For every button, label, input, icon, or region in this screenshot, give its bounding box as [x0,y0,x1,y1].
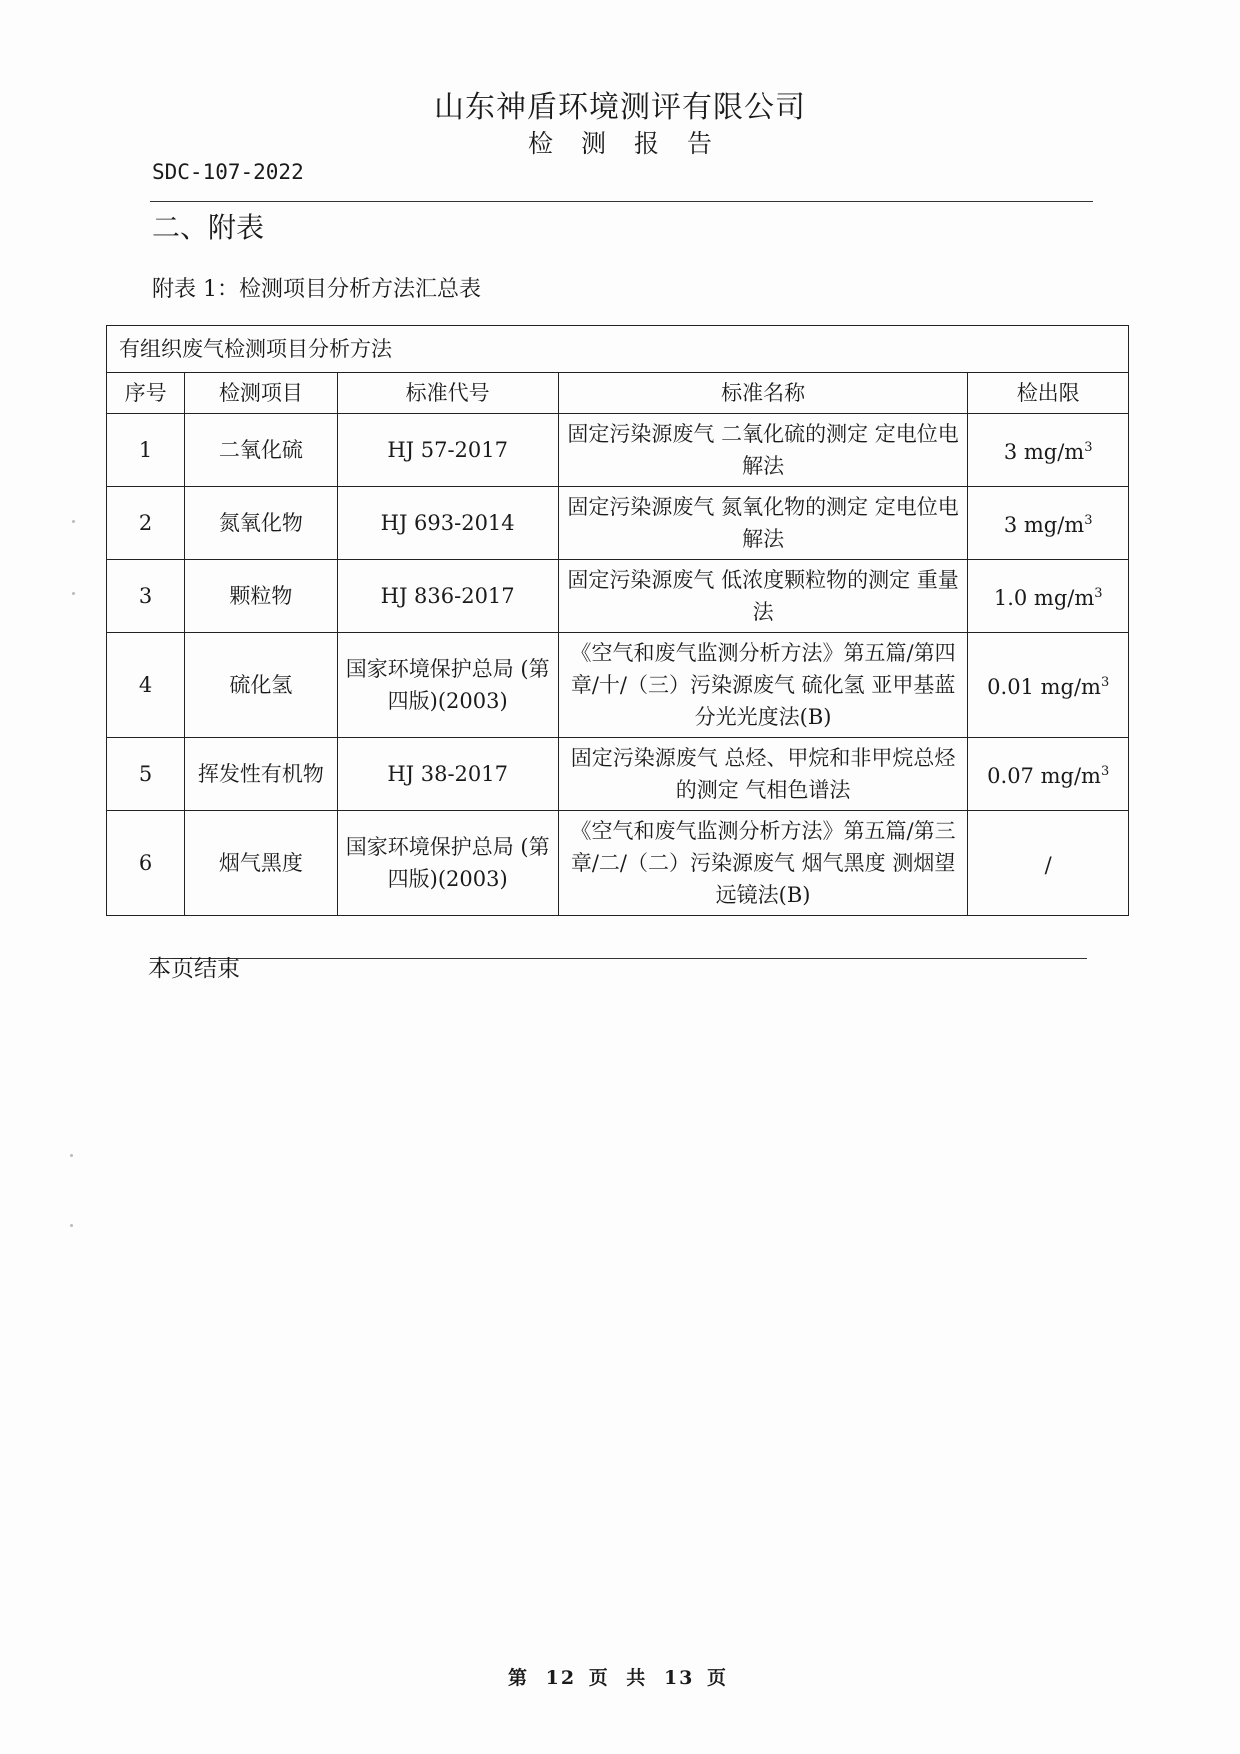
row-standard-name: 固定污染源废气 总烃、甲烷和非甲烷总烃的测定 气相色谱法 [558,738,968,811]
row-number: 1 [107,414,185,487]
table-row [107,811,1129,916]
row-limit: 0.01 $mg/m^3$ [968,633,1129,738]
report-number: SDC-107-2022 [152,160,304,184]
column-header: 检出限 [968,373,1129,414]
footer-middle: 页 共 [588,1667,652,1689]
report-subtitle: 检测报告 [527,129,740,158]
row-item: 颗粒物 [185,560,337,633]
row-limit: 0.07 $mg/m^3$ [968,738,1129,811]
analysis-methods-table [106,325,1129,916]
footer-page-number: 12 [545,1667,577,1689]
row-standard-name: 《空气和废气监测分析方法》第五篇/第四章/十/（三）污染源废气 硫化氢 亚甲基蓝分光光度法(B) [558,633,968,738]
row-limit: 3 $mg/m^3$ [968,414,1129,487]
row-code: 国家环境保护总局 (第四版)(2003) [337,633,558,738]
row-number: 5 [107,738,185,811]
row-item: 挥发性有机物 [185,738,337,811]
page-end-note: 本页结束 [148,956,240,982]
table-row [107,560,1129,633]
table-header-row [107,373,1129,414]
column-header: 序号 [107,373,185,414]
row-code: HJ 693-2014 [337,487,558,560]
column-header: 检测项目 [185,373,337,414]
row-standard-name: 固定污染源废气 氮氧化物的测定 定电位电解法 [558,487,968,560]
table-row [107,738,1129,811]
row-code: HJ 836-2017 [337,560,558,633]
section-title: 二、附表 [152,211,265,244]
column-header: 标准代号 [337,373,558,414]
row-standard-name: 固定污染源废气 二氧化硫的测定 定电位电解法 [558,414,968,487]
footer-total-pages: 13 [663,1667,695,1689]
row-number: 6 [107,811,185,916]
row-number: 4 [107,633,185,738]
row-item: 硫化氢 [185,633,337,738]
row-limit: / [968,811,1129,916]
row-item: 二氧化硫 [185,414,337,487]
table-caption: 附表 1：检测项目分析方法汇总表 [152,277,481,302]
page-footer [0,1663,1240,1690]
row-standard-name: 《空气和废气监测分析方法》第五篇/第三章/二/（二）污染源废气 烟气黑度 测烟望远镜法(B) [558,811,968,916]
row-number: 3 [107,560,185,633]
scan-speck [72,520,75,523]
row-number: 2 [107,487,185,560]
row-standard-name: 固定污染源废气 低浓度颗粒物的测定 重量法 [558,560,968,633]
row-code: HJ 57-2017 [337,414,558,487]
header-divider [150,201,1093,202]
table-group-title: 有组织废气检测项目分析方法 [107,326,1129,373]
table-row [107,414,1129,487]
table-row [107,633,1129,738]
footer-prefix: 第 [507,1667,533,1689]
row-item: 氮氧化物 [185,487,337,560]
footer-suffix: 页 [707,1667,733,1689]
row-limit: 3 $mg/m^3$ [968,487,1129,560]
row-limit: 1.0 $mg/m^3$ [968,560,1129,633]
table-group-row [107,326,1129,373]
company-name: 山东神盾环境测评有限公司 [434,90,806,125]
column-header: 标准名称 [558,373,968,414]
scan-speck [72,592,75,595]
row-code: 国家环境保护总局 (第四版)(2003) [337,811,558,916]
table-row [107,487,1129,560]
row-item: 烟气黑度 [185,811,337,916]
end-divider [150,958,1087,959]
scan-speck [70,1154,73,1157]
row-code: HJ 38-2017 [337,738,558,811]
scan-speck [70,1224,73,1227]
